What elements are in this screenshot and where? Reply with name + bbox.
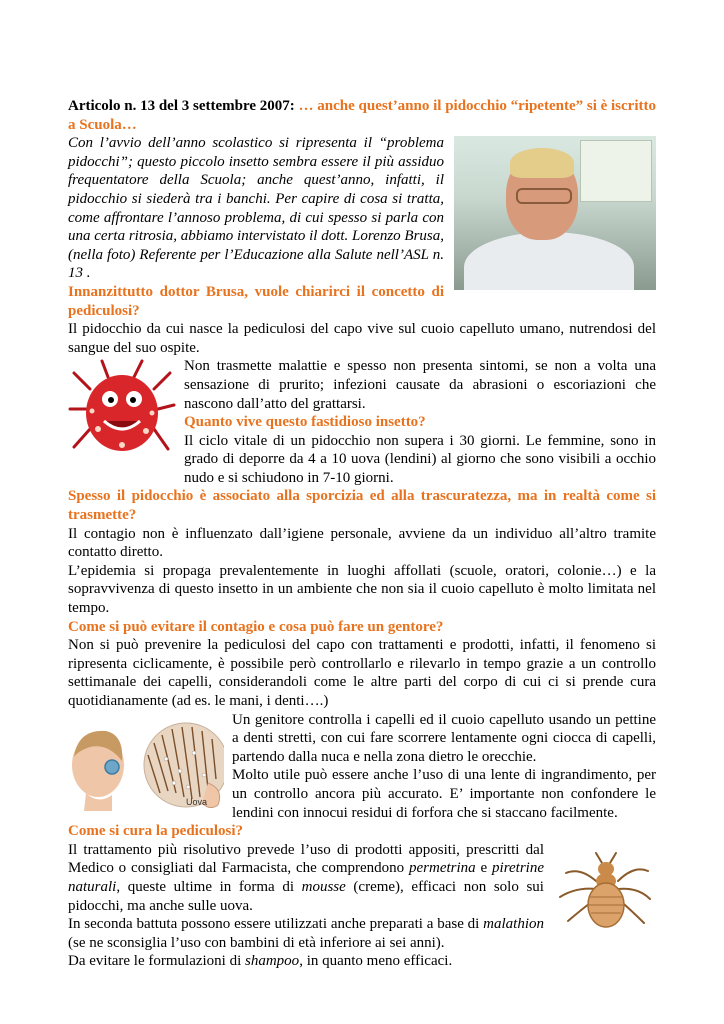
article-title-highlight: … anche quest’anno il pidocchio “ripetente” si è iscritto a Scuola…	[68, 98, 656, 133]
answer-5-p3-text-a: Da evitare le formulazioni di	[68, 953, 246, 970]
cartoon-louse-illustration	[68, 359, 176, 459]
answer-5-paragraph-3	[68, 952, 656, 971]
photo-bulletin-board	[580, 140, 652, 202]
intro-paragraph: Con l’avvio dell’anno scolastico si ripresenta il “problema pidocchi”; questo piccolo insetto sembra essere il più assiduo frequentatore della Scuola; anche quest’anno, infatti, il pidocchio si siederà tra i banchi. Per capire di cosa si tratta, come affrontare l’annoso problema, di cui spesso si parla con una certa ritrosia, abbiamo intervistato il dott. Lorenzo Brusa, (nella foto) Referente per l’Educazione alla Salute nell’ASL n. 13 .	[68, 135, 444, 282]
answer-4-paragraph-1: Non si può prevenire la pediculosi del capo con trattamenti e prodotti, infatti, il fenomeno si ripresenta ciclicamente, è possibile però controllarlo e rilevarlo in tempo grazie a un controllo settimanale dei capelli, considerandoli come le altre parti del corpo di cui ci si prende cura quotidianamente (ad es. le mani, i denti….)	[68, 637, 656, 709]
answer-5-text-b: , queste ultime in forma di	[116, 878, 302, 895]
answer-3-paragraph-1: Il contagio non è influenzato dall’igiene personale, avviene da un individuo all’altro tramite contatto diretto.	[68, 525, 656, 561]
doctor-photo	[454, 136, 656, 290]
term-piretrine: piretrine naturali	[68, 860, 544, 895]
eggs-label: Uova	[186, 796, 208, 807]
answer-5-p3-text-b: , in quanto meno efficaci.	[299, 953, 453, 970]
term-mousse: mousse	[301, 878, 346, 895]
question-5: Come si cura la pediculosi?	[68, 823, 243, 840]
term-malathion: malathion	[483, 916, 544, 933]
answer-4-block	[232, 711, 656, 823]
answer-5-p2-text-b: (se ne sconsiglia l’uso con bambini di età inferiore ai sei anni).	[68, 934, 445, 951]
photo-glasses	[516, 188, 572, 204]
question-1: Innanzittutto dottor Brusa, vuole chiarirci il concetto di pediculosi?	[68, 283, 444, 319]
cartoon-louse-icon	[68, 359, 176, 459]
answer-5-text-e: e	[475, 860, 493, 877]
louse-photo-illustration	[556, 851, 652, 935]
question-3: Spesso il pidocchio è associato alla sporcizia ed alla trascuratezza, ma in realtà come si trasmette?	[68, 488, 656, 524]
term-permetrina: permetrina	[409, 860, 476, 877]
answer-2: Il ciclo vitale di un pidocchio non supera i 30 giorni. Le femmine, sono in grado di deporre da 4 a 10 uova (lendini) al giorno che sono visibili a occhio nudo e si schiudono in 7-10 giorni.	[184, 432, 656, 486]
answer-4-paragraph-3: Molto utile può essere anche l’uso di una lente di ingrandimento, per un controllo ancora più accurato. E’ importante non confondere le lendini con innocui residui di forfora che si staccano facilmente.	[232, 767, 656, 821]
document-page	[68, 97, 656, 971]
answer-1-paragraph-2: Non trasmette malattie e spesso non presenta sintomi, se non a volta una sensazione di prurito; infezioni causate da abrasioni o escoriazioni che nascono dall’atto del grattarsi.	[184, 358, 656, 412]
question-4: Come si può evitare il contagio e cosa può fare un gentore?	[68, 618, 444, 635]
head-lice-inspection-illustration	[68, 713, 224, 811]
louse-icon	[556, 851, 652, 935]
article-title-lead: Articolo n. 13 del 3 settembre 2007:	[68, 98, 299, 114]
answer-1-paragraph-1: Il pidocchio da cui nasce la pediculosi del capo vive sul cuoio capelluto umano, nutrendosi del sangue del suo ospite.	[68, 321, 656, 356]
answer-1-block	[184, 357, 656, 487]
article-title	[68, 97, 656, 134]
photo-hair	[510, 148, 574, 178]
photo-shirt	[464, 232, 634, 290]
answer-3-paragraph-2: L’epidemia si propaga prevalentemente in luoghi affollati (scuole, oratori, colonie…) e la sopravvivenza di questo insetto in un ambiente che non sia il cuoio capelluto è molto limitata nel tempo.	[68, 562, 656, 617]
answer-4-paragraph-2: Un genitore controlla i capelli ed il cuoio capelluto usando un pettine a denti stretti, con cui fare scorrere lentamente ogni ciocca di capelli, partendo dalla nuca e nella zona dietro le orecchie.	[232, 711, 656, 765]
term-shampoo: shampoo	[245, 953, 300, 970]
answer-5-p2-text-a: In seconda battuta possono essere utilizzati anche preparati a base di	[68, 916, 484, 933]
answer-5-text-c: (creme), efficaci non solo sui pidocchi, ma anche sulle uova.	[68, 878, 544, 914]
question-2: Quanto vive questo fastidioso insetto?	[184, 414, 426, 431]
answer-5-text-a: Il trattamento più risolutivo prevede l’uso di prodotti appositi, prescritti dal Medico o consigliati dal Farmacista, che comprendono	[68, 841, 544, 877]
